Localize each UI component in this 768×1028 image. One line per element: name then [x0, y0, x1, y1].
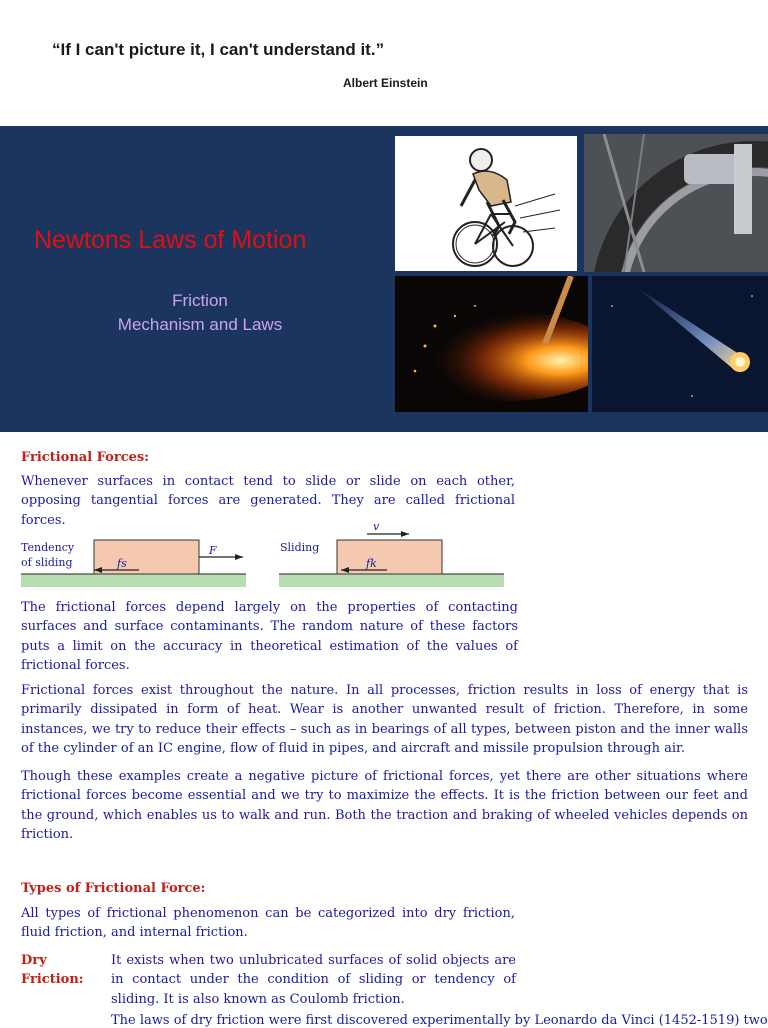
match-sparks-photo — [395, 276, 588, 412]
figure-symbol-applied-force: F — [209, 544, 217, 557]
banner-title: Newtons Laws of Motion — [34, 226, 307, 254]
paragraph-nature: Frictional forces exist throughout the nature. In all processes, friction results in loss of energy that is primarily dissipated in form of heat. Wear is another unwanted result of friction. Therefore, in some instances, we try to reduce their effects – such as in bearings of all types, between piston and the inner walls of the cylinder of an IC engine, flow of fluid in pipes, and aircraft and missile propulsion through air. — [21, 683, 748, 757]
paragraph-essential: Though these examples create a negative picture of frictional forces, yet there are other situations where frictional forces become essential and we try to maximize the effects. It is the friction between our feet and the ground, which enables us to walk and run. Both the traction and braking of wheeled vehicles depends on friction. — [21, 769, 748, 843]
dry-friction-term: Dry Friction: — [21, 953, 84, 988]
figure-label-tendency: Tendency of sliding — [21, 541, 75, 569]
figure-label-sliding: Sliding — [280, 541, 320, 554]
banner-subtitle-detail: Mechanism and Laws — [117, 315, 283, 334]
figure-symbol-static-friction: fs — [117, 557, 127, 570]
quote-author: Albert Einstein — [343, 76, 428, 90]
banner-subtitle-topic: Friction — [172, 291, 228, 310]
figure-symbol-velocity: v — [373, 520, 380, 533]
heading-frictional-forces: Frictional Forces: — [21, 450, 150, 465]
paragraph-cut-off: The laws of dry friction were first discovered experimentally by Leonardo da Vinci (1452-1519) two — [111, 1013, 768, 1028]
cyclist-illustration — [395, 136, 577, 271]
quote-text: “If I can't picture it, I can't understand it.” — [52, 40, 385, 59]
bicycle-brake-photo — [584, 134, 768, 272]
title-banner — [0, 126, 768, 432]
paragraph-definition: Whenever surfaces in contact tend to slide or slide on each other, opposing tangential forces are generated. They are called frictional forces. — [21, 474, 515, 528]
heading-types: Types of Frictional Force: — [21, 881, 206, 896]
dry-friction-definition: It exists when two unlubricated surfaces of solid objects are in contact under the condition of sliding or tendency of sliding. It is also known as Coulomb friction. — [111, 953, 516, 1007]
paragraph-categories: All types of frictional phenomenon can be categorized into dry friction, fluid friction, and internal friction. — [21, 906, 515, 941]
meteor-photo — [592, 276, 768, 412]
content-section — [0, 432, 768, 1028]
paragraph-dependence: The frictional forces depend largely on the properties of contacting surfaces and surface contaminants. The random nature of these factors puts a limit on the accuracy in theoretical estimation of the values of frictional forces. — [21, 600, 518, 674]
figure-symbol-kinetic-friction: fk — [366, 557, 377, 570]
